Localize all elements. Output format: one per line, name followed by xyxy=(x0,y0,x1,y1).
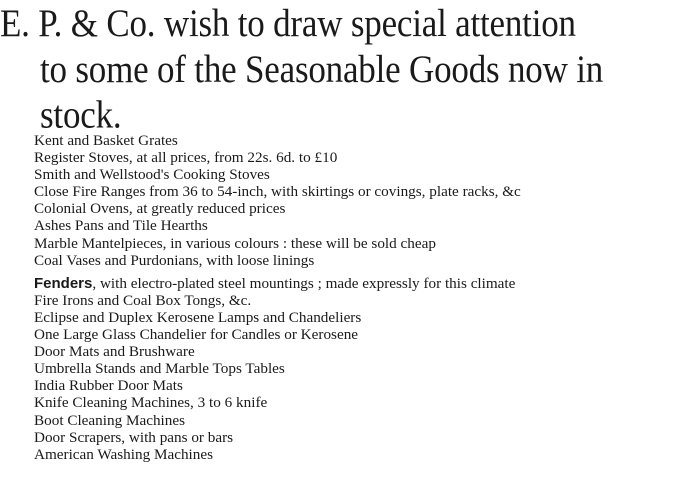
list-item-fenders xyxy=(34,275,700,292)
headline-line-1: E. P. & Co. wish to draw special attention xyxy=(0,1,576,45)
list-item: Close Fire Ranges from 36 to 54-inch, with skirtings or covings, plate racks, &c xyxy=(34,183,521,201)
goods-group-fenders xyxy=(34,275,700,463)
fenders-lead-word: Fenders xyxy=(34,274,93,292)
headline xyxy=(0,0,700,138)
goods-list xyxy=(34,132,700,463)
fenders-description: , with electro-plated steel mountings ; made expressly for this climate xyxy=(92,274,516,292)
goods-group-stoves xyxy=(34,132,700,269)
list-item: Marble Mantelpieces, in various colours : these will be sold cheap xyxy=(34,234,436,252)
headline-line-2: to some of the Seasonable Goods now in xyxy=(40,47,604,91)
list-item: American Washing Machines xyxy=(34,445,214,463)
list-item: Ashes Pans and Tile Hearths xyxy=(34,217,208,235)
list-item: Coal Vases and Purdonians, with loose linings xyxy=(34,251,315,269)
list-item: Smith and Wellstood's Cooking Stoves xyxy=(34,166,270,184)
list-item: Colonial Ovens, at greatly reduced prices xyxy=(34,200,286,218)
list-item: Knife Cleaning Machines, 3 to 6 knife xyxy=(34,394,268,412)
list-item: Register Stoves, at all prices, from 22s. 6d. to £10 xyxy=(34,149,338,167)
list-item: India Rubber Door Mats xyxy=(34,377,183,395)
list-item: Eclipse and Duplex Kerosene Lamps and Chandeliers xyxy=(34,308,362,326)
list-item: Kent and Basket Grates xyxy=(34,132,178,149)
headline-line-3: stock. xyxy=(40,92,122,137)
list-item: Umbrella Stands and Marble Tops Tables xyxy=(34,360,285,378)
list-item: Door Scrapers, with pans or bars xyxy=(34,428,234,446)
list-item: Door Mats and Brushware xyxy=(34,343,195,361)
list-item: Boot Cleaning Machines xyxy=(34,411,186,429)
list-item: Fire Irons and Coal Box Tongs, &c. xyxy=(34,291,252,309)
list-item: One Large Glass Chandelier for Candles or Kerosene xyxy=(34,326,359,344)
